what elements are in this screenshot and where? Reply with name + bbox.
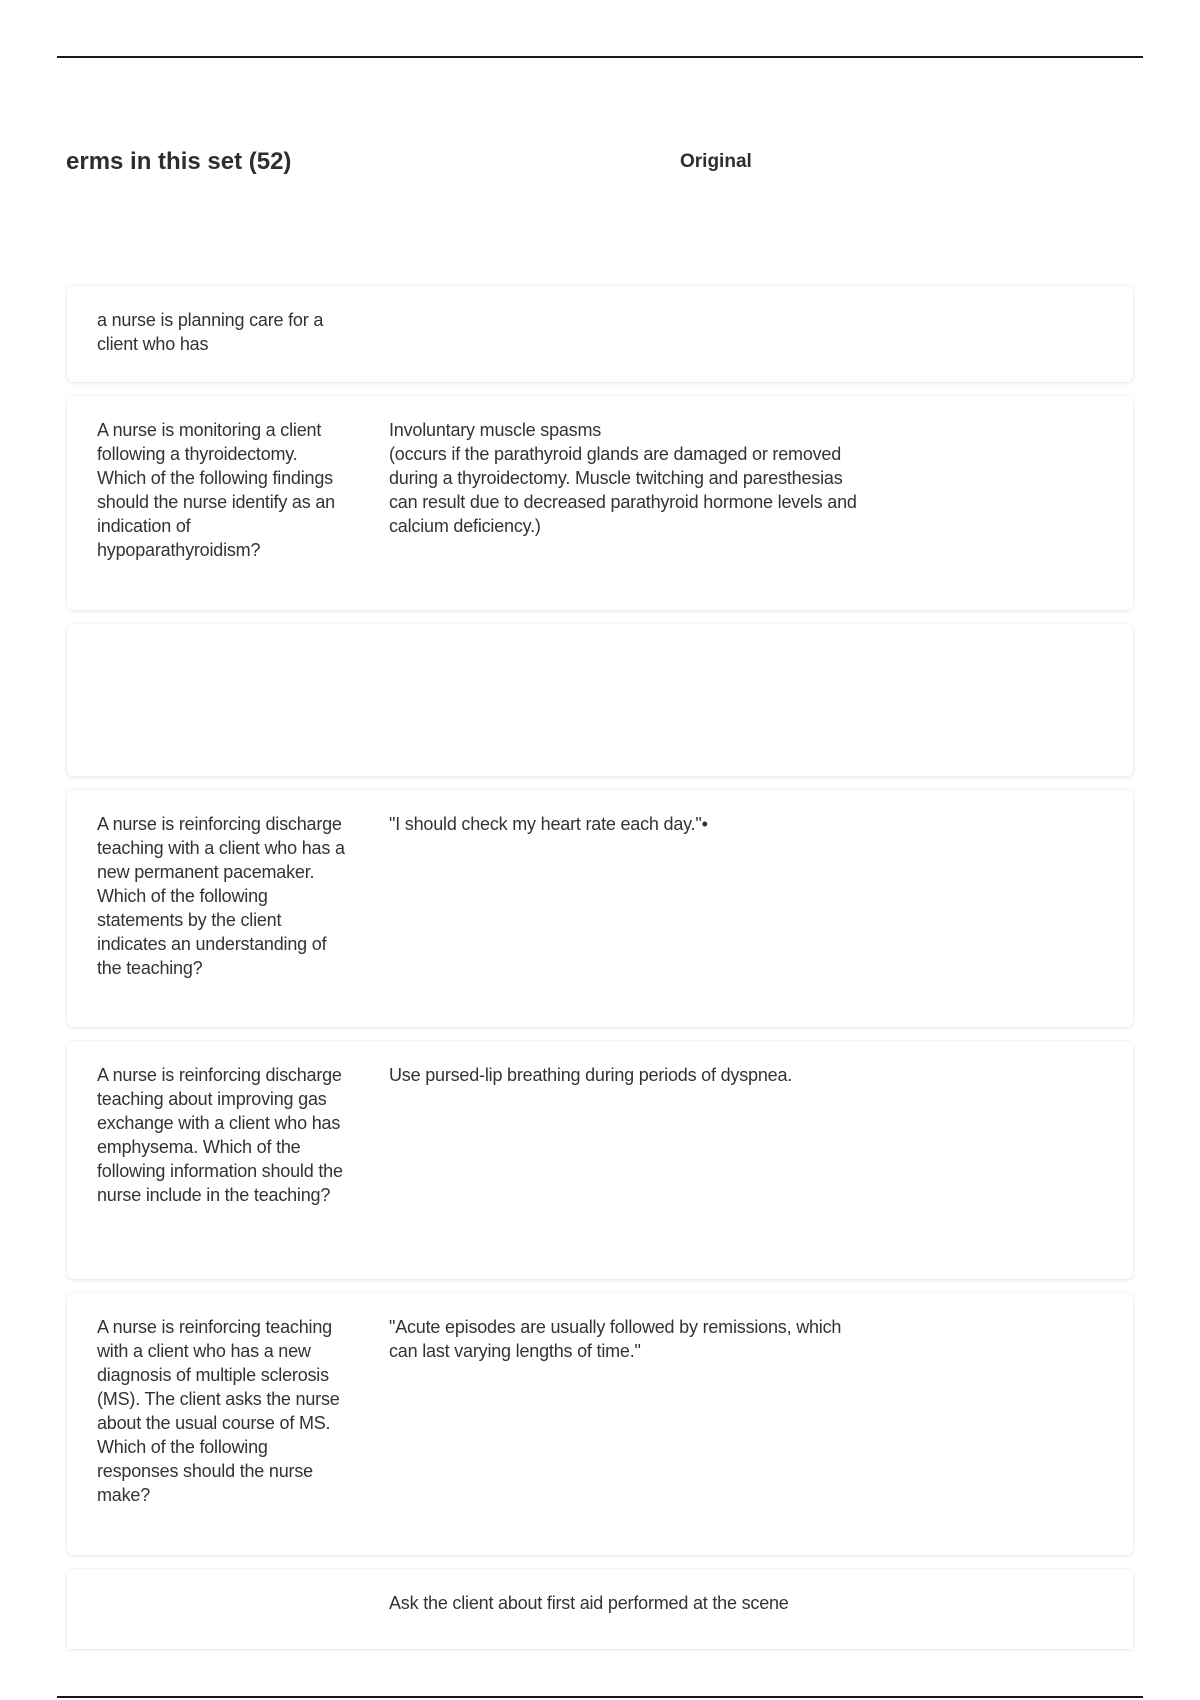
term-card[interactable] xyxy=(67,624,1133,776)
term-card[interactable] xyxy=(67,286,1133,382)
set-header xyxy=(66,148,1132,188)
card-term: A nurse is reinforcing teaching with a client who has a new diagnosis of multiple sclerosis (MS). The client asks the nurse about the usual course of MS. Which of the following responses should the nurse make? xyxy=(97,1317,340,1505)
term-card[interactable] xyxy=(67,1041,1133,1279)
card-term: A nurse is monitoring a client following a thyroidectomy. Which of the following findings should the nurse identify as an indication of hypoparathyroidism? xyxy=(97,420,335,560)
term-card[interactable] xyxy=(67,1569,1133,1649)
bottom-rule xyxy=(57,1696,1143,1698)
top-rule xyxy=(57,56,1143,58)
card-term: A nurse is reinforcing discharge teaching with a client who has a new permanent pacemaker. Which of the following statements by the client indicates an understanding of the teaching? xyxy=(97,814,345,978)
card-definition: Ask the client about first aid performed at the scene xyxy=(389,1593,789,1613)
term-card-list xyxy=(67,286,1133,1649)
card-definition: "Acute episodes are usually followed by remissions, which can last varying lengths of time." xyxy=(389,1317,842,1361)
card-definition: "I should check my heart rate each day."• xyxy=(389,814,708,834)
term-card[interactable] xyxy=(67,1293,1133,1555)
term-card[interactable] xyxy=(67,790,1133,1027)
card-term: a nurse is planning care for a client who has xyxy=(97,310,324,354)
card-definition: Involuntary muscle spasms (occurs if the parathyroid glands are damaged or removed during a thyroidectomy. Muscle twitching and paresthesias can result due to decreased parathyroid hormone levels and calcium deficiency.) xyxy=(389,420,857,536)
card-definition: Use pursed-lip breathing during periods of dyspnea. xyxy=(389,1065,793,1085)
mode-label: Original xyxy=(680,151,752,172)
set-title: erms in this set (52) xyxy=(66,148,292,175)
term-card[interactable] xyxy=(67,396,1133,610)
card-term: A nurse is reinforcing discharge teaching about improving gas exchange with a client who has emphysema. Which of the following information should the nurse include in the teaching? xyxy=(97,1065,343,1205)
